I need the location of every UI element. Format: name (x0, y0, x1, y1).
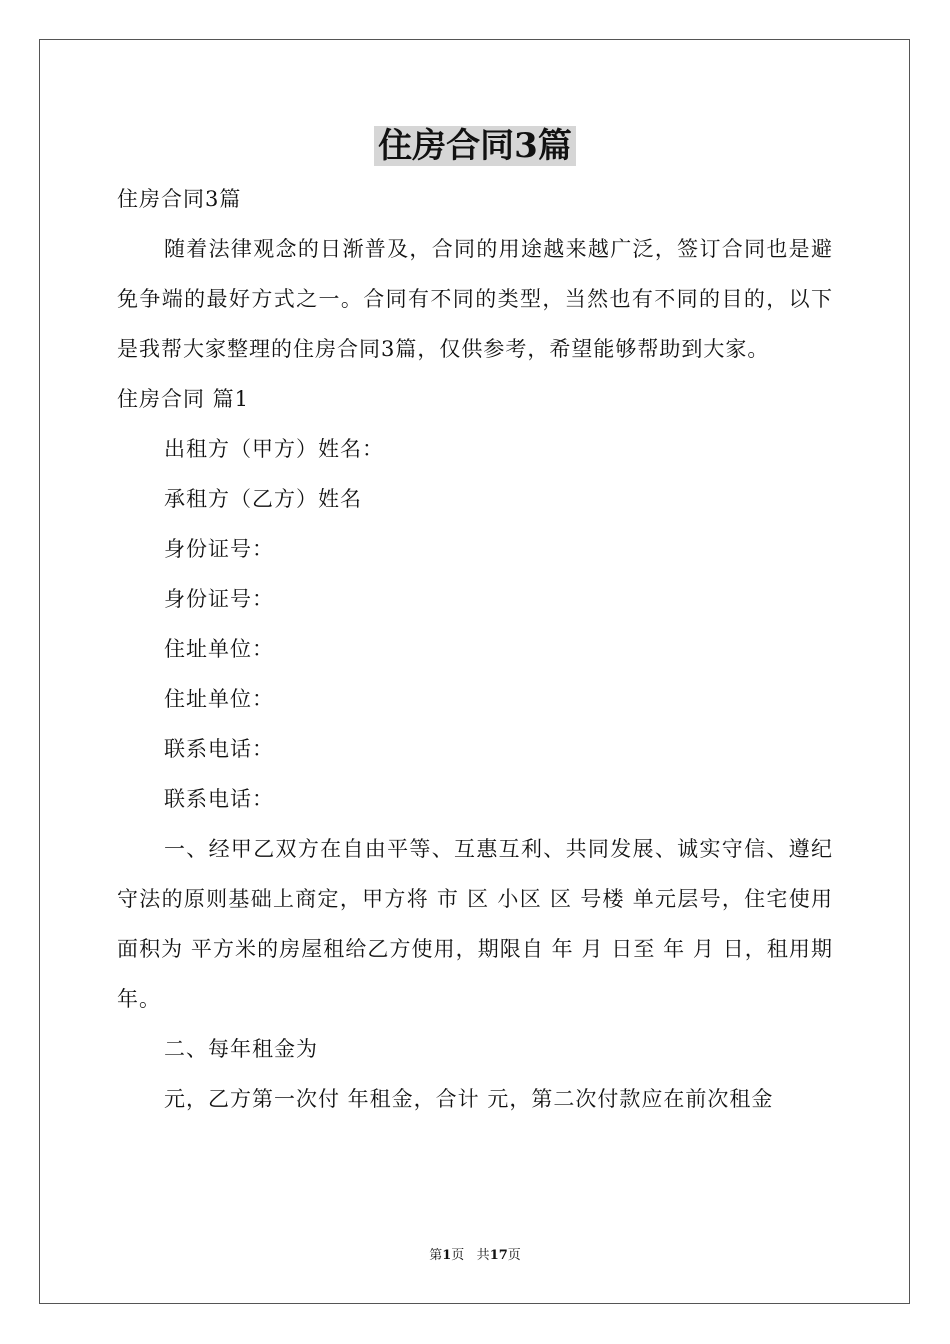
document-title (0, 122, 950, 170)
phone-line-b: 联系电话： (164, 787, 274, 811)
clause-one-paragraph: 一、经甲乙双方在自由平等、互惠互利、共同发展、诚实守信、遵纪守法的原则基础上商定，甲方将 市 区 小区 区 号楼 单元层号，住宅使用面积为 平方米的房屋租给乙方使用，期限自 年 月 日至 年 月 日，租用期 年。 (117, 837, 833, 1011)
total-suffix: 页 (507, 1248, 521, 1263)
id-number-line-b: 身份证号： (164, 587, 274, 611)
subtitle-line: 住房合同3篇 (117, 187, 242, 211)
document-body (117, 174, 833, 1124)
lessor-name-line: 出租方（甲方）姓名： (164, 437, 384, 461)
clause-two-heading: 二、每年租金为 (164, 1037, 318, 1061)
page-footer (0, 1246, 950, 1266)
document-title-text: 住房合同3篇 (374, 126, 576, 166)
total-prefix: 共 (476, 1248, 490, 1263)
page-prefix: 第 (429, 1248, 443, 1263)
clause-two-paragraph: 元，乙方第一次付 年租金，合计 元，第二次付款应在前次租金 (164, 1087, 774, 1111)
section-heading: 住房合同 篇1 (117, 387, 250, 411)
phone-line-a: 联系电话： (164, 737, 274, 761)
page-number: 1 (442, 1248, 452, 1263)
intro-paragraph: 随着法律观念的日渐普及，合同的用途越来越广泛，签订合同也是避免争端的最好方式之一。合同有不同的类型，当然也有不同的目的，以下是我帮大家整理的住房合同3篇，仅供参考，希望能够帮助到大家。 (117, 237, 833, 361)
page-suffix: 页 (451, 1248, 465, 1263)
lessee-name-line: 承租方（乙方）姓名 (164, 487, 362, 511)
address-line-b: 住址单位： (164, 687, 274, 711)
address-line-a: 住址单位： (164, 637, 274, 661)
total-pages: 17 (489, 1248, 508, 1263)
id-number-line-a: 身份证号： (164, 537, 274, 561)
